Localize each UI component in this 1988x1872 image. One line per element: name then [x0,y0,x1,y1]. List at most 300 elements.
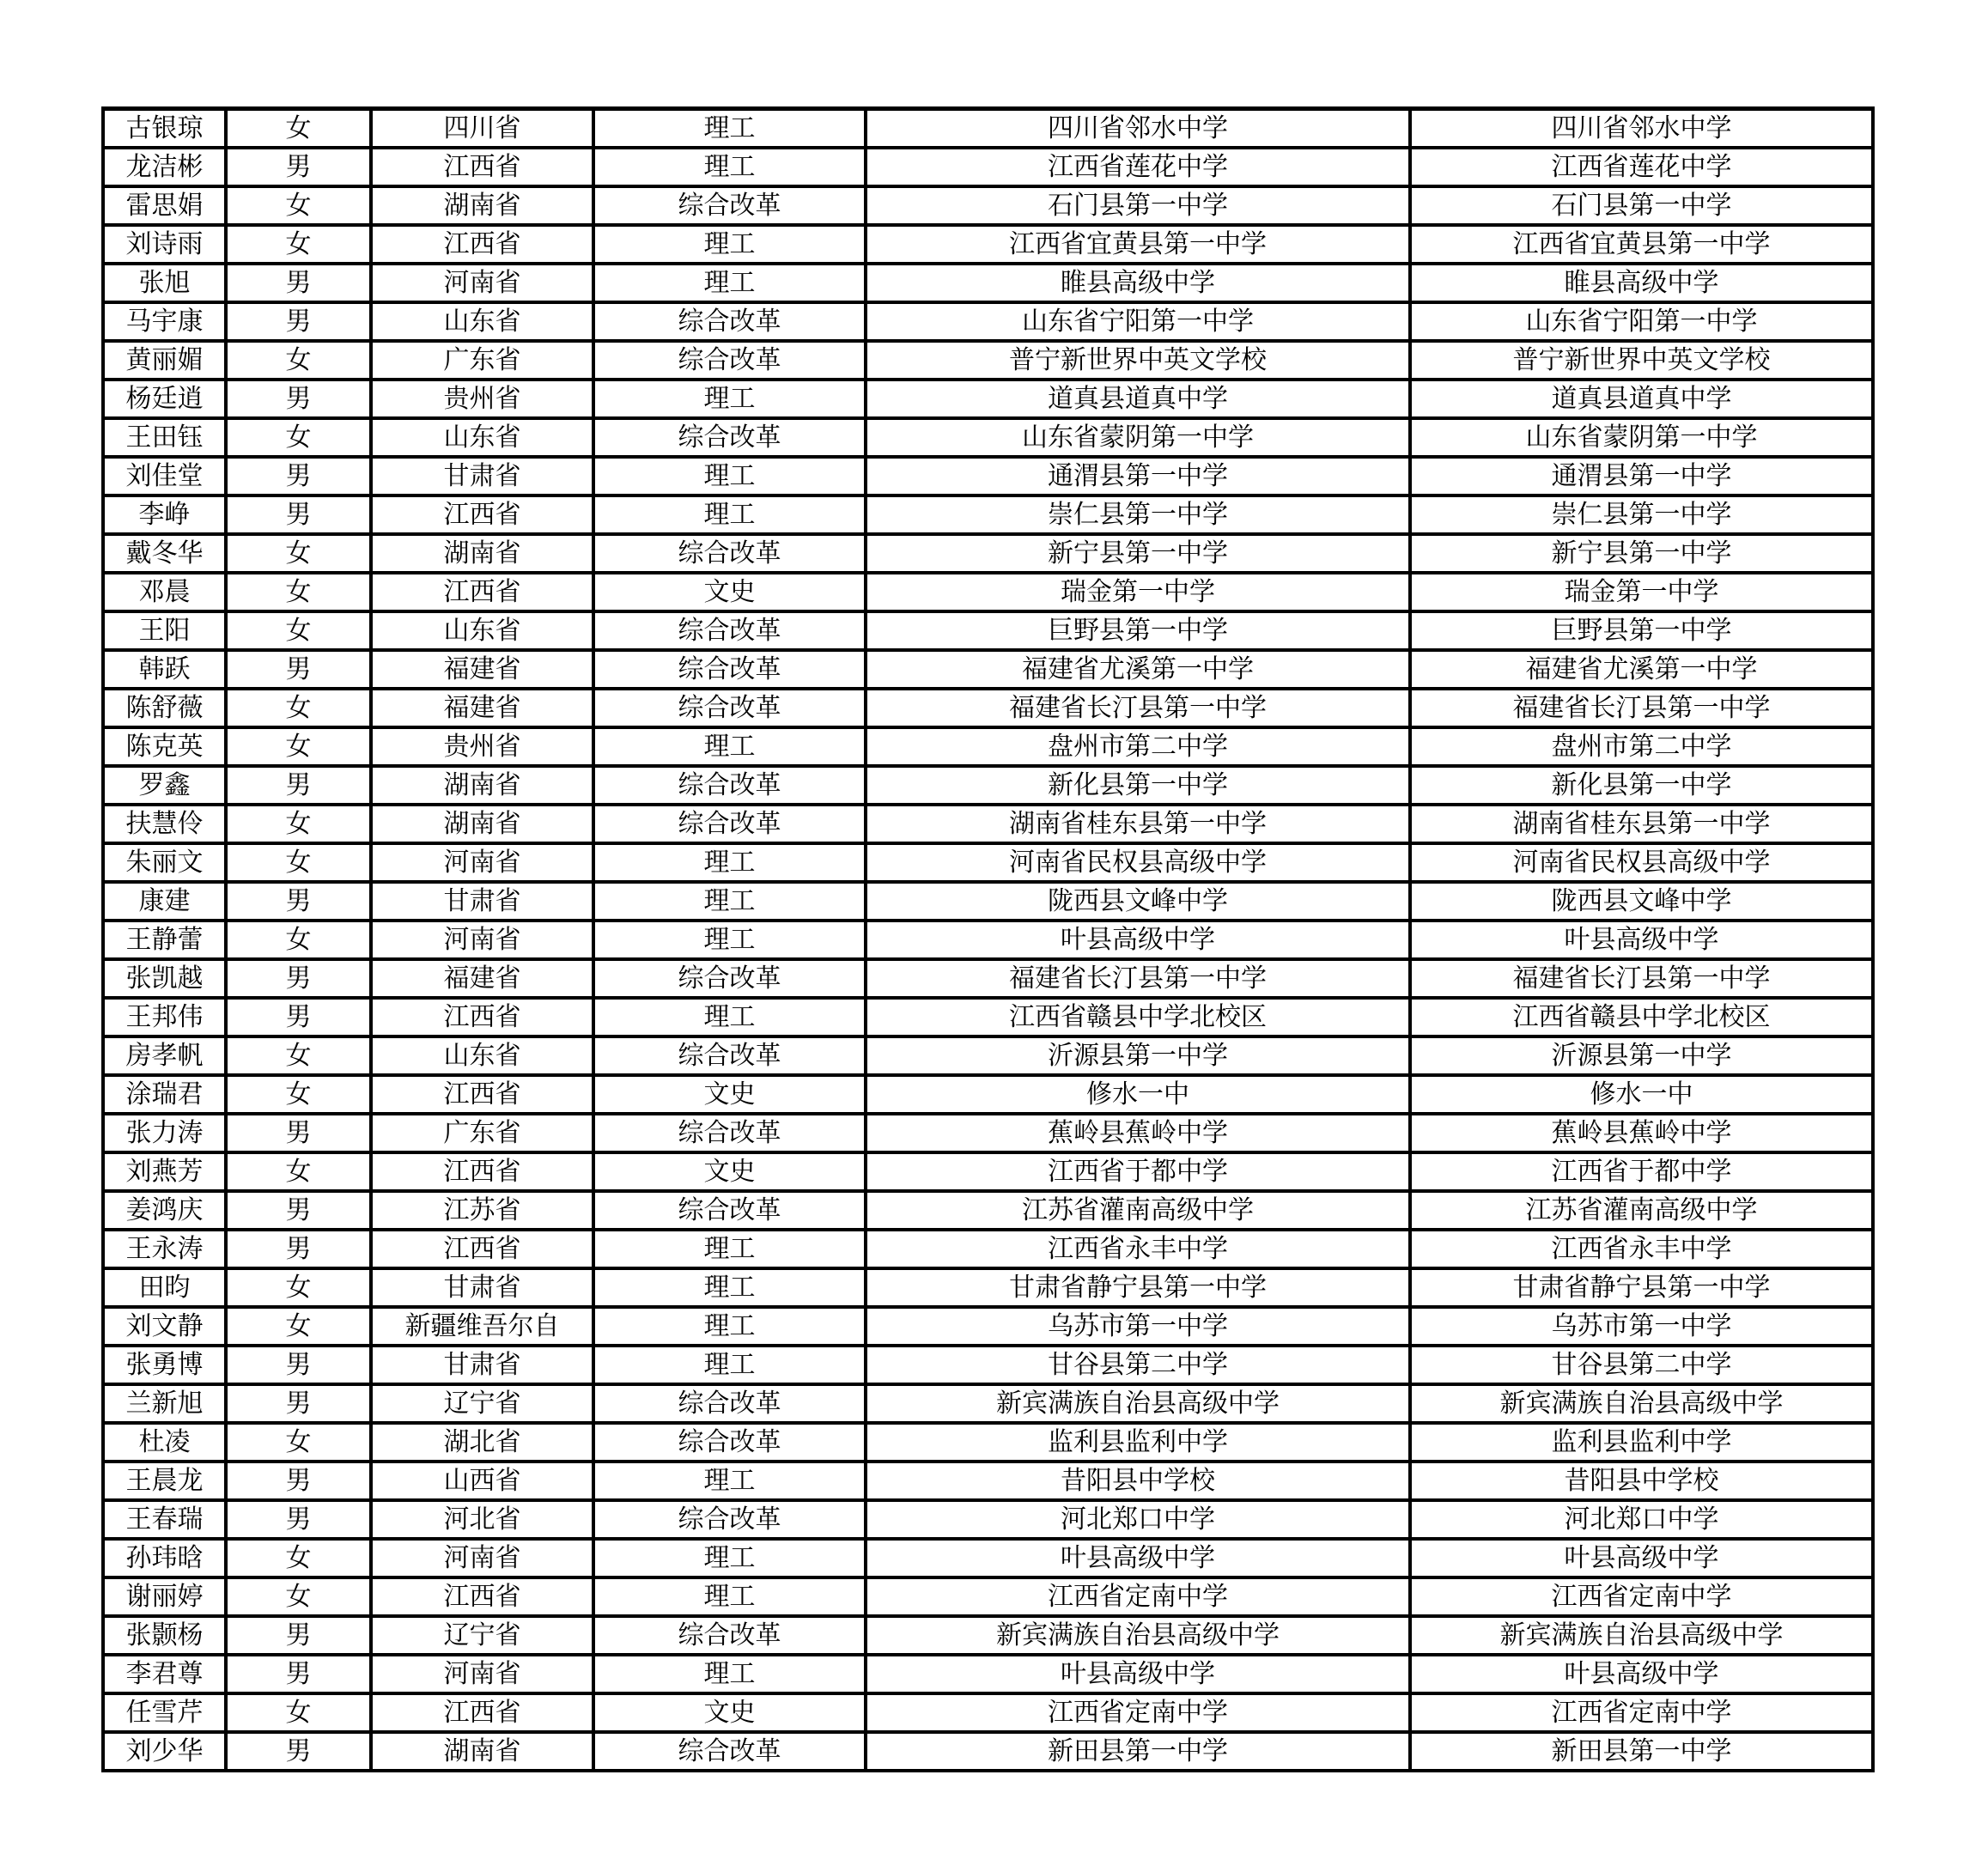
category-cell: 综合改革 [593,186,866,225]
category-cell: 理工 [593,1577,866,1616]
table-row [103,611,1873,650]
gender-cell: 男 [226,1114,371,1152]
school-cell-repeat: 新宾满族自治县高级中学 [1410,1616,1873,1655]
category-cell: 理工 [593,1346,866,1384]
table-row [103,1191,1873,1230]
name-cell: 张力涛 [103,1114,226,1152]
name-cell: 戴冬华 [103,534,226,573]
gender-cell: 男 [226,264,371,302]
name-cell: 王田钰 [103,418,226,457]
category-cell: 综合改革 [593,1384,866,1423]
gender-cell: 男 [226,1462,371,1500]
gender-cell: 男 [226,882,371,921]
table-row [103,1539,1873,1577]
category-cell: 理工 [593,109,866,149]
table-row [103,959,1873,998]
province-cell: 湖南省 [371,1732,593,1771]
category-cell: 理工 [593,457,866,495]
gender-cell: 男 [226,1384,371,1423]
gender-cell: 男 [226,1655,371,1693]
school-cell: 石门县第一中学 [866,186,1410,225]
gender-cell: 女 [226,225,371,264]
category-cell: 理工 [593,1539,866,1577]
school-cell: 福建省长汀县第一中学 [866,689,1410,727]
gender-cell: 女 [226,1423,371,1462]
school-cell: 陇西县文峰中学 [866,882,1410,921]
school-cell-repeat: 陇西县文峰中学 [1410,882,1873,921]
table-row [103,1616,1873,1655]
table-row [103,882,1873,921]
school-cell: 江西省于都中学 [866,1152,1410,1191]
table-row [103,418,1873,457]
table-row [103,1307,1873,1346]
school-cell: 新宁县第一中学 [866,534,1410,573]
gender-cell: 男 [226,1191,371,1230]
table-row [103,1384,1873,1423]
table-row [103,1114,1873,1152]
school-cell: 盘州市第二中学 [866,727,1410,766]
province-cell: 河南省 [371,843,593,882]
school-cell-repeat: 江西省宜黄县第一中学 [1410,225,1873,264]
name-cell: 孙玮晗 [103,1539,226,1577]
school-cell: 江西省永丰中学 [866,1230,1410,1268]
province-cell: 江西省 [371,1693,593,1732]
gender-cell: 男 [226,148,371,186]
province-cell: 山东省 [371,611,593,650]
school-cell-repeat: 甘肃省静宁县第一中学 [1410,1268,1873,1307]
school-cell-repeat: 山东省蒙阴第一中学 [1410,418,1873,457]
school-cell-repeat: 昔阳县中学校 [1410,1462,1873,1500]
gender-cell: 女 [226,1152,371,1191]
school-cell: 甘肃省静宁县第一中学 [866,1268,1410,1307]
table-row [103,341,1873,380]
name-cell: 刘佳堂 [103,457,226,495]
school-cell-repeat: 湖南省桂东县第一中学 [1410,805,1873,843]
name-cell: 陈舒薇 [103,689,226,727]
school-cell: 叶县高级中学 [866,1539,1410,1577]
province-cell: 江西省 [371,998,593,1036]
category-cell: 文史 [593,573,866,611]
province-cell: 江西省 [371,1577,593,1616]
province-cell: 贵州省 [371,727,593,766]
gender-cell: 男 [226,1346,371,1384]
name-cell: 李君尊 [103,1655,226,1693]
province-cell: 江西省 [371,1230,593,1268]
table-row [103,1693,1873,1732]
table-row [103,727,1873,766]
school-cell: 沂源县第一中学 [866,1036,1410,1075]
table-row [103,805,1873,843]
table-row [103,1230,1873,1268]
gender-cell: 女 [226,1268,371,1307]
table-row [103,1152,1873,1191]
gender-cell: 女 [226,921,371,959]
school-cell: 江西省定南中学 [866,1577,1410,1616]
table-row [103,1036,1873,1075]
school-cell-repeat: 叶县高级中学 [1410,1539,1873,1577]
table-row [103,225,1873,264]
school-cell: 新宾满族自治县高级中学 [866,1384,1410,1423]
school-cell: 新宾满族自治县高级中学 [866,1616,1410,1655]
province-cell: 江西省 [371,573,593,611]
school-cell: 江西省定南中学 [866,1693,1410,1732]
name-cell: 雷思娟 [103,186,226,225]
province-cell: 山东省 [371,1036,593,1075]
table-row [103,843,1873,882]
category-cell: 理工 [593,264,866,302]
province-cell: 贵州省 [371,380,593,418]
school-cell-repeat: 河南省民权县高级中学 [1410,843,1873,882]
school-cell-repeat: 瑞金第一中学 [1410,573,1873,611]
province-cell: 四川省 [371,109,593,149]
student-table-body [103,109,1873,1772]
name-cell: 王春瑞 [103,1500,226,1539]
table-row [103,998,1873,1036]
category-cell: 综合改革 [593,302,866,341]
table-row [103,109,1873,149]
category-cell: 文史 [593,1693,866,1732]
province-cell: 甘肃省 [371,1346,593,1384]
table-row [103,457,1873,495]
category-cell: 文史 [593,1075,866,1114]
school-cell: 新田县第一中学 [866,1732,1410,1771]
school-cell-repeat: 蕉岭县蕉岭中学 [1410,1114,1873,1152]
gender-cell: 男 [226,1500,371,1539]
category-cell: 理工 [593,998,866,1036]
school-cell: 江西省宜黄县第一中学 [866,225,1410,264]
province-cell: 江西省 [371,1152,593,1191]
school-cell-repeat: 石门县第一中学 [1410,186,1873,225]
name-cell: 李峥 [103,495,226,534]
category-cell: 综合改革 [593,418,866,457]
name-cell: 龙洁彬 [103,148,226,186]
category-cell: 理工 [593,380,866,418]
name-cell: 谢丽婷 [103,1577,226,1616]
school-cell-repeat: 盘州市第二中学 [1410,727,1873,766]
school-cell-repeat: 四川省邻水中学 [1410,109,1873,149]
table-row [103,1423,1873,1462]
gender-cell: 女 [226,186,371,225]
name-cell: 王晨龙 [103,1462,226,1500]
gender-cell: 女 [226,689,371,727]
name-cell: 罗鑫 [103,766,226,805]
name-cell: 黄丽媚 [103,341,226,380]
gender-cell: 男 [226,959,371,998]
category-cell: 综合改革 [593,1500,866,1539]
province-cell: 甘肃省 [371,882,593,921]
name-cell: 王静蕾 [103,921,226,959]
school-cell: 修水一中 [866,1075,1410,1114]
school-cell: 江西省赣县中学北校区 [866,998,1410,1036]
category-cell: 综合改革 [593,1114,866,1152]
name-cell: 刘少华 [103,1732,226,1771]
school-cell-repeat: 甘谷县第二中学 [1410,1346,1873,1384]
province-cell: 湖南省 [371,186,593,225]
name-cell: 张旭 [103,264,226,302]
school-cell: 通渭县第一中学 [866,457,1410,495]
name-cell: 杨廷逍 [103,380,226,418]
school-cell: 昔阳县中学校 [866,1462,1410,1500]
table-row [103,573,1873,611]
school-cell-repeat: 乌苏市第一中学 [1410,1307,1873,1346]
category-cell: 理工 [593,225,866,264]
school-cell-repeat: 巨野县第一中学 [1410,611,1873,650]
table-row [103,689,1873,727]
table-row [103,148,1873,186]
school-cell-repeat: 新化县第一中学 [1410,766,1873,805]
province-cell: 山东省 [371,302,593,341]
table-row [103,264,1873,302]
gender-cell: 女 [226,611,371,650]
province-cell: 广东省 [371,341,593,380]
gender-cell: 男 [226,1732,371,1771]
category-cell: 理工 [593,727,866,766]
province-cell: 辽宁省 [371,1616,593,1655]
gender-cell: 女 [226,341,371,380]
name-cell: 张颢杨 [103,1616,226,1655]
school-cell-repeat: 河北郑口中学 [1410,1500,1873,1539]
school-cell: 崇仁县第一中学 [866,495,1410,534]
category-cell: 理工 [593,1462,866,1500]
school-cell-repeat: 江西省莲花中学 [1410,148,1873,186]
table-row [103,1462,1873,1500]
category-cell: 综合改革 [593,959,866,998]
name-cell: 刘燕芳 [103,1152,226,1191]
gender-cell: 女 [226,1307,371,1346]
table-row [103,650,1873,689]
gender-cell: 男 [226,302,371,341]
name-cell: 任雪芹 [103,1693,226,1732]
school-cell: 普宁新世界中英文学校 [866,341,1410,380]
table-row [103,1577,1873,1616]
name-cell: 王永涛 [103,1230,226,1268]
school-cell-repeat: 江西省定南中学 [1410,1693,1873,1732]
school-cell-repeat: 新宁县第一中学 [1410,534,1873,573]
name-cell: 王邦伟 [103,998,226,1036]
province-cell: 山西省 [371,1462,593,1500]
province-cell: 湖南省 [371,805,593,843]
name-cell: 房孝帆 [103,1036,226,1075]
school-cell-repeat: 江西省永丰中学 [1410,1230,1873,1268]
school-cell: 叶县高级中学 [866,1655,1410,1693]
table-row [103,495,1873,534]
category-cell: 综合改革 [593,611,866,650]
school-cell: 叶县高级中学 [866,921,1410,959]
school-cell-repeat: 叶县高级中学 [1410,1655,1873,1693]
province-cell: 河南省 [371,1655,593,1693]
name-cell: 韩跃 [103,650,226,689]
table-row [103,1500,1873,1539]
school-cell: 河北郑口中学 [866,1500,1410,1539]
table-row [103,302,1873,341]
gender-cell: 男 [226,998,371,1036]
gender-cell: 女 [226,573,371,611]
school-cell: 乌苏市第一中学 [866,1307,1410,1346]
name-cell: 刘文静 [103,1307,226,1346]
category-cell: 综合改革 [593,689,866,727]
gender-cell: 男 [226,457,371,495]
category-cell: 理工 [593,1230,866,1268]
gender-cell: 男 [226,1230,371,1268]
school-cell: 蕉岭县蕉岭中学 [866,1114,1410,1152]
category-cell: 文史 [593,1152,866,1191]
student-table [101,106,1875,1772]
category-cell: 综合改革 [593,1036,866,1075]
gender-cell: 女 [226,727,371,766]
gender-cell: 男 [226,380,371,418]
name-cell: 杜凌 [103,1423,226,1462]
school-cell: 河南省民权县高级中学 [866,843,1410,882]
name-cell: 陈克英 [103,727,226,766]
category-cell: 综合改革 [593,341,866,380]
gender-cell: 女 [226,1075,371,1114]
category-cell: 综合改革 [593,805,866,843]
name-cell: 朱丽文 [103,843,226,882]
province-cell: 江西省 [371,148,593,186]
school-cell: 山东省蒙阴第一中学 [866,418,1410,457]
category-cell: 理工 [593,843,866,882]
name-cell: 古银琼 [103,109,226,149]
province-cell: 山东省 [371,418,593,457]
school-cell: 福建省长汀县第一中学 [866,959,1410,998]
school-cell: 睢县高级中学 [866,264,1410,302]
school-cell-repeat: 江西省于都中学 [1410,1152,1873,1191]
gender-cell: 女 [226,1539,371,1577]
name-cell: 邓晨 [103,573,226,611]
province-cell: 福建省 [371,689,593,727]
province-cell: 江西省 [371,225,593,264]
name-cell: 涂瑞君 [103,1075,226,1114]
category-cell: 理工 [593,495,866,534]
category-cell: 理工 [593,1307,866,1346]
province-cell: 福建省 [371,959,593,998]
province-cell: 新疆维吾尔自 [371,1307,593,1346]
school-cell: 甘谷县第二中学 [866,1346,1410,1384]
name-cell: 张勇博 [103,1346,226,1384]
gender-cell: 女 [226,1693,371,1732]
gender-cell: 女 [226,109,371,149]
school-cell-repeat: 道真县道真中学 [1410,380,1873,418]
school-cell-repeat: 监利县监利中学 [1410,1423,1873,1462]
province-cell: 河北省 [371,1500,593,1539]
table-row [103,186,1873,225]
table-row [103,1268,1873,1307]
table-row [103,766,1873,805]
school-cell-repeat: 新宾满族自治县高级中学 [1410,1384,1873,1423]
province-cell: 甘肃省 [371,1268,593,1307]
province-cell: 湖北省 [371,1423,593,1462]
gender-cell: 女 [226,418,371,457]
gender-cell: 男 [226,495,371,534]
province-cell: 福建省 [371,650,593,689]
name-cell: 马宇康 [103,302,226,341]
province-cell: 江苏省 [371,1191,593,1230]
name-cell: 姜鸿庆 [103,1191,226,1230]
province-cell: 河南省 [371,264,593,302]
school-cell: 江苏省灌南高级中学 [866,1191,1410,1230]
gender-cell: 女 [226,534,371,573]
category-cell: 理工 [593,1655,866,1693]
school-cell-repeat: 福建省尤溪第一中学 [1410,650,1873,689]
school-cell-repeat: 叶县高级中学 [1410,921,1873,959]
category-cell: 综合改革 [593,650,866,689]
school-cell: 巨野县第一中学 [866,611,1410,650]
school-cell-repeat: 普宁新世界中英文学校 [1410,341,1873,380]
school-cell-repeat: 江西省赣县中学北校区 [1410,998,1873,1036]
school-cell: 江西省莲花中学 [866,148,1410,186]
school-cell-repeat: 沂源县第一中学 [1410,1036,1873,1075]
school-cell: 新化县第一中学 [866,766,1410,805]
province-cell: 江西省 [371,495,593,534]
province-cell: 湖南省 [371,766,593,805]
table-row [103,1346,1873,1384]
school-cell-repeat: 新田县第一中学 [1410,1732,1873,1771]
category-cell: 理工 [593,882,866,921]
province-cell: 湖南省 [371,534,593,573]
school-cell-repeat: 江西省定南中学 [1410,1577,1873,1616]
province-cell: 广东省 [371,1114,593,1152]
name-cell: 田昀 [103,1268,226,1307]
school-cell-repeat: 福建省长汀县第一中学 [1410,959,1873,998]
gender-cell: 女 [226,1577,371,1616]
category-cell: 综合改革 [593,1191,866,1230]
gender-cell: 女 [226,1036,371,1075]
category-cell: 综合改革 [593,1732,866,1771]
gender-cell: 男 [226,1616,371,1655]
school-cell-repeat: 福建省长汀县第一中学 [1410,689,1873,727]
school-cell: 四川省邻水中学 [866,109,1410,149]
name-cell: 兰新旭 [103,1384,226,1423]
school-cell-repeat: 崇仁县第一中学 [1410,495,1873,534]
province-cell: 河南省 [371,1539,593,1577]
school-cell-repeat: 通渭县第一中学 [1410,457,1873,495]
category-cell: 综合改革 [593,534,866,573]
school-cell: 福建省尤溪第一中学 [866,650,1410,689]
school-cell: 道真县道真中学 [866,380,1410,418]
name-cell: 扶慧伶 [103,805,226,843]
category-cell: 理工 [593,921,866,959]
category-cell: 综合改革 [593,766,866,805]
table-row [103,534,1873,573]
gender-cell: 男 [226,766,371,805]
province-cell: 江西省 [371,1075,593,1114]
school-cell-repeat: 修水一中 [1410,1075,1873,1114]
name-cell: 王阳 [103,611,226,650]
name-cell: 刘诗雨 [103,225,226,264]
province-cell: 河南省 [371,921,593,959]
school-cell-repeat: 江苏省灌南高级中学 [1410,1191,1873,1230]
table-row [103,380,1873,418]
name-cell: 康建 [103,882,226,921]
school-cell: 湖南省桂东县第一中学 [866,805,1410,843]
school-cell: 瑞金第一中学 [866,573,1410,611]
category-cell: 综合改革 [593,1423,866,1462]
province-cell: 甘肃省 [371,457,593,495]
category-cell: 理工 [593,148,866,186]
school-cell-repeat: 睢县高级中学 [1410,264,1873,302]
school-cell: 山东省宁阳第一中学 [866,302,1410,341]
school-cell: 监利县监利中学 [866,1423,1410,1462]
name-cell: 张凯越 [103,959,226,998]
table-row [103,1075,1873,1114]
table-row [103,1655,1873,1693]
category-cell: 理工 [593,1268,866,1307]
table-row [103,1732,1873,1771]
gender-cell: 男 [226,650,371,689]
gender-cell: 女 [226,805,371,843]
school-cell-repeat: 山东省宁阳第一中学 [1410,302,1873,341]
table-row [103,921,1873,959]
